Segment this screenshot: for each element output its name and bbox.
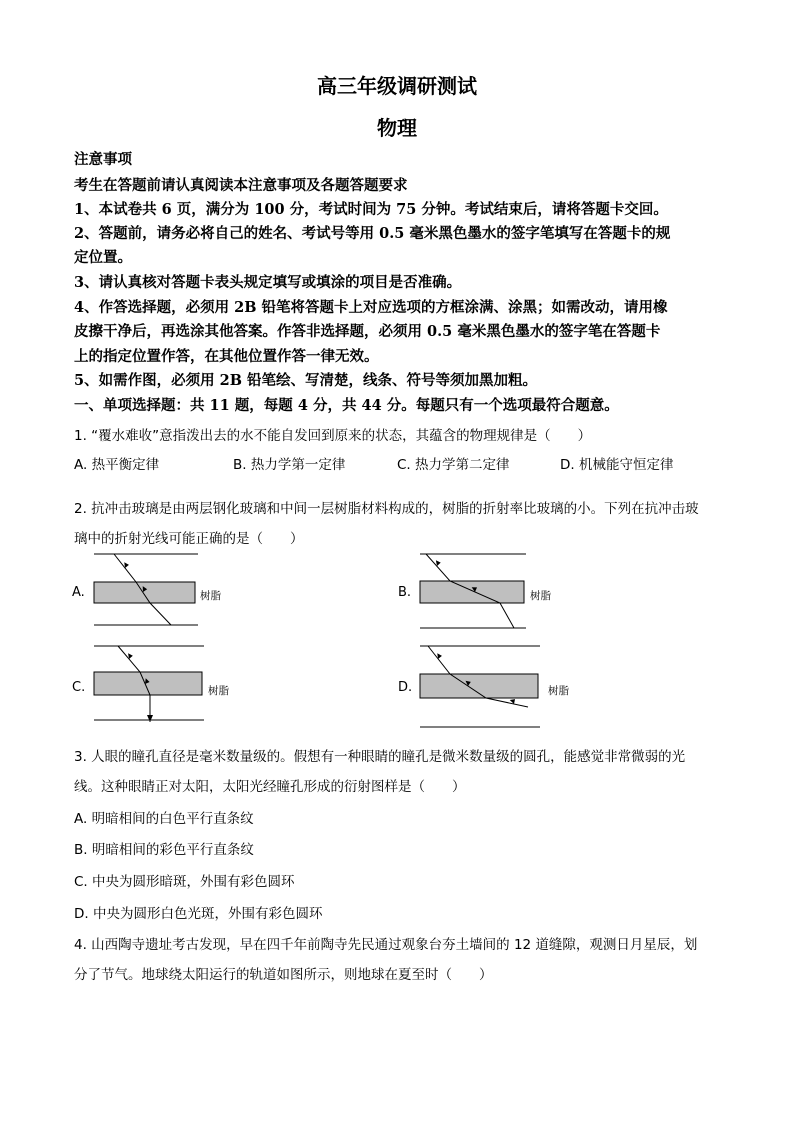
q2-figure-b-resin-label: 树脂 <box>530 590 551 602</box>
section-heading: 一、单项选择题：共 11 题，每题 4 分，共 44 分。每题只有一个选项最符合题意。 <box>74 397 619 414</box>
q3-stem-line-2: 线。这种眼睛正对太阳，太阳光经瞳孔形成的衍射图样是（ ） <box>74 779 466 795</box>
q2-figure-c <box>94 645 214 725</box>
notice-intro: 考生在答题前请认真阅读本注意事项及各题答题要求 <box>74 177 408 194</box>
q2-figure-c-label: C. <box>72 680 86 695</box>
q4-stem-line-2: 分了节气。地球绕太阳运行的轨道如图所示，则地球在夏至时（ ） <box>74 967 493 983</box>
q2-figure-a-resin-label: 树脂 <box>200 590 221 602</box>
q4-stem-line-1: 4. 山西陶寺遗址考古发现，早在四千年前陶寺先民通过观象台夯土墙间的 12 道缝隙，观测日月星辰，划 <box>74 937 698 953</box>
q1-option-d: D. 机械能守恒定律 <box>560 457 674 473</box>
notice-item-4-cont: 皮擦干净后，再选涂其他答案。作答非选择题，必须用 0.5 毫米黑色墨水的签字笔在答题卡 <box>74 323 661 340</box>
q2-figure-d-label: D. <box>398 680 413 695</box>
notice-item-3: 3、请认真核对答题卡表头规定填写或填涂的项目是否准确。 <box>74 274 462 291</box>
q2-figure-b-label: B. <box>398 585 412 600</box>
q1-option-b: B. 热力学第一定律 <box>233 457 346 473</box>
notice-item-2-cont: 定位置。 <box>74 249 132 266</box>
notice-item-2: 2、答题前，请务必将自己的姓名、考试号等用 0.5 毫米黑色墨水的签字笔填写在答题卡的规 <box>74 225 671 242</box>
q2-figure-c-resin-label: 树脂 <box>208 685 229 697</box>
q2-figure-a <box>94 552 214 628</box>
q1-option-a: A. 热平衡定律 <box>74 457 160 473</box>
exam-title: 高三年级调研测试 <box>317 74 477 98</box>
q2-figure-a-label: A. <box>72 585 85 600</box>
q1-stem: 1. “覆水难收”意指泼出去的水不能自发回到原来的状态，其蕴含的物理规律是（ ） <box>74 428 592 444</box>
q2-figure-d <box>420 645 550 731</box>
q3-option-d: D. 中央为圆形白色光斑，外围有彩色圆环 <box>74 906 323 922</box>
q3-option-b: B. 明暗相间的彩色平行直条纹 <box>74 842 254 858</box>
notice-item-5: 5、如需作图，必须用 2B 铅笔绘、写清楚，线条、符号等须加黑加粗。 <box>74 372 538 389</box>
q2-stem-line-1: 2. 抗冲击玻璃是由两层钢化玻璃和中间一层树脂材料构成的，树脂的折射率比玻璃的小。下列在抗冲击玻 <box>74 501 699 517</box>
q3-option-c: C. 中央为圆形暗斑，外围有彩色圆环 <box>74 874 295 890</box>
q3-stem-line-1: 3. 人眼的瞳孔直径是毫米数量级的。假想有一种眼睛的瞳孔是微米数量级的圆孔，能感觉非常微弱的光 <box>74 749 686 765</box>
q3-option-a: A. 明暗相间的白色平行直条纹 <box>74 811 254 827</box>
q2-figure-d-resin-label: 树脂 <box>548 685 569 697</box>
q2-stem-line-2: 璃中的折射光线可能正确的是（ ） <box>74 531 304 547</box>
notice-item-4-cont2: 上的指定位置作答，在其他位置作答一律无效。 <box>74 348 379 365</box>
notice-item-1: 1、本试卷共 6 页，满分为 100 分，考试时间为 75 分钟。考试结束后，请将答题卡交回。 <box>74 201 668 218</box>
q1-options <box>74 453 734 473</box>
notice-item-4: 4、作答选择题，必须用 2B 铅笔将答题卡上对应选项的方框涂满、涂黑；如需改动，请用橡 <box>74 299 668 316</box>
notice-heading: 注意事项 <box>74 151 132 168</box>
q2-figure-b <box>420 552 540 632</box>
subject-title: 物理 <box>377 116 417 140</box>
q1-option-c: C. 热力学第二定律 <box>397 457 510 473</box>
